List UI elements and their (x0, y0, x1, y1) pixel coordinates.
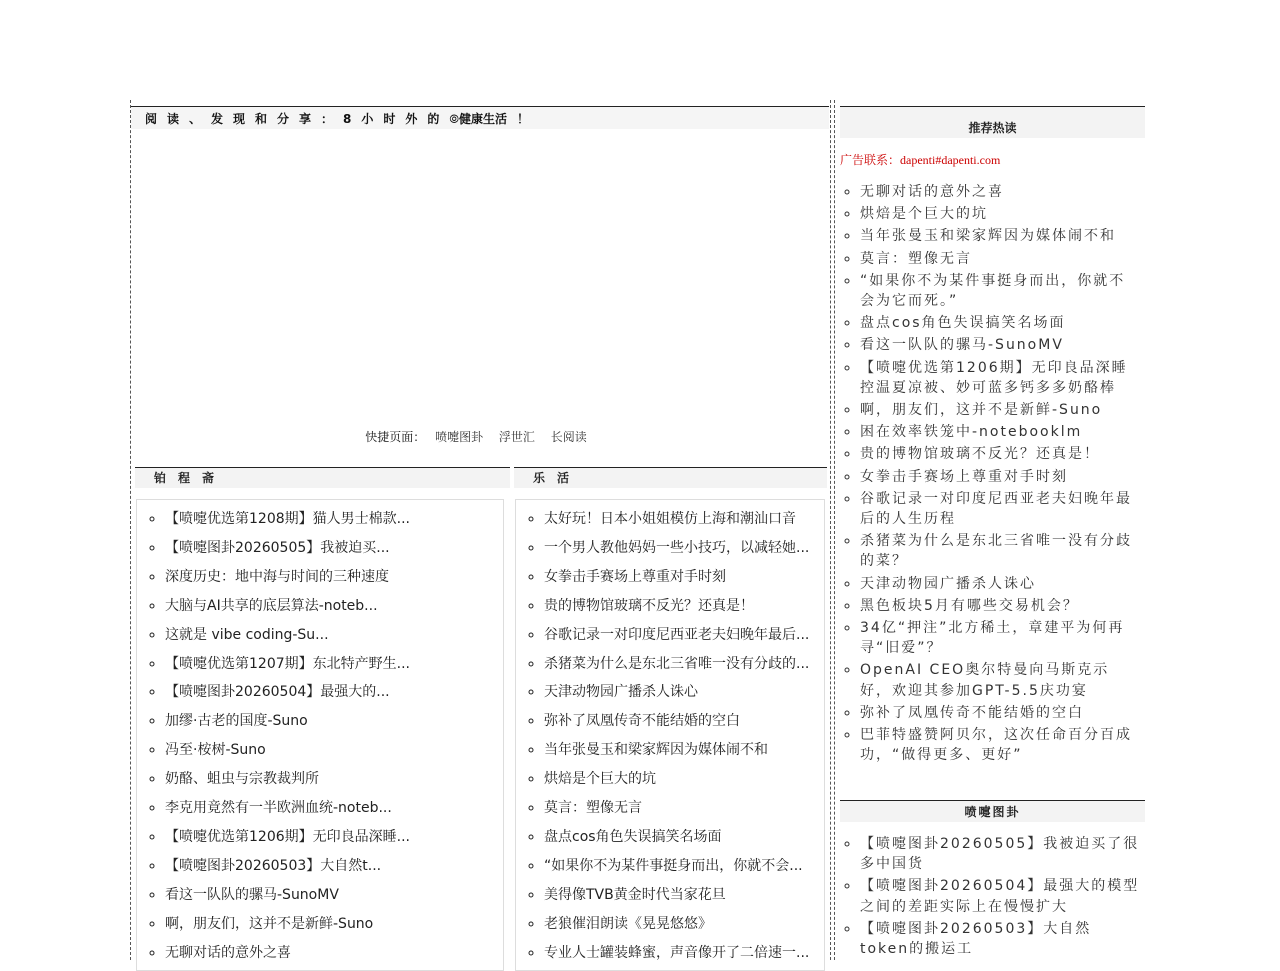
list-item[interactable]: ◦ 谷歌记录一对印度尼西亚老夫妇晚年最后... (544, 621, 824, 650)
list-item[interactable]: ◦ 美得像TVB黄金时代当家花旦 (544, 881, 824, 910)
middle-dashed-border-2 (834, 100, 835, 960)
list-item[interactable]: ◦ 当年张曼玉和梁家辉因为媒体闹不和 (860, 226, 1140, 246)
list-item[interactable]: ◦ 弥补了凤凰传奇不能结婚的空白 (544, 707, 824, 736)
list-item[interactable]: ◦ 烘焙是个巨大的坑 (860, 204, 1140, 224)
list-item[interactable]: ◦ 贵的博物馆玻璃不反光？还真是！ (860, 444, 1140, 464)
article-list-box-right (515, 499, 825, 971)
list-item[interactable]: ◦ 太好玩！日本小姐姐模仿上海和潮汕口音 (544, 505, 824, 534)
list-item[interactable]: ◦ 大脑与AI共享的底层算法-noteb... (165, 592, 503, 621)
sidebar-header-tuigua (840, 800, 1145, 822)
list-item[interactable]: ◦ 女拳击手赛场上尊重对手时刻 (544, 563, 824, 592)
list-item[interactable]: ◦ 【喷嚏图卦20260504】最强大的... (165, 678, 503, 707)
list-item[interactable]: ◦ 李克用竟然有一半欧洲血统-noteb... (165, 794, 503, 823)
list-item[interactable]: ◦ 杀猪菜为什么是东北三省唯一没有分歧的菜？ (860, 531, 1140, 571)
article-list-box-left (136, 499, 504, 971)
list-item[interactable]: ◦ 弥补了凤凰传奇不能结婚的空白 (860, 703, 1140, 723)
list-item[interactable]: ◦ 老狼催泪朗读《晃晃悠悠》 (544, 910, 824, 939)
hot-list (840, 182, 1140, 765)
list-item[interactable]: ◦ 34亿“押注”北方稀土，章建平为何再寻“旧爱”？ (860, 618, 1140, 658)
quick-link-tuigua[interactable]: 喷嚏图卦 (435, 430, 484, 444)
quick-links-label: 快捷页面： (365, 430, 426, 444)
ad-contact: 广告联系：dapenti#dapenti.com (840, 153, 1001, 167)
list-item[interactable]: ◦ 盘点cos角色失误搞笑名场面 (544, 823, 824, 852)
list-item[interactable]: ◦ 莫言：塑像无言 (544, 794, 824, 823)
sidebar-title-hot: 推荐热读 (968, 121, 1017, 135)
slogan-tail-2: 活！ (494, 112, 539, 126)
sidebar-title-tuigua: 喷嚏图卦 (964, 805, 1021, 819)
slogan-text: 阅读、发现和分享：8小时外的 (145, 112, 450, 126)
list-item[interactable]: ◦ 巴菲特盛赞阿贝尔，这次任命百分百成功，“做得更多、更好” (860, 725, 1140, 765)
list-item[interactable]: ◦ OpenAI CEO奥尔特曼向马斯克示好，欢迎其参加GPT-5.5庆功宴 (860, 660, 1140, 700)
section-title: 铂程斋 (154, 471, 227, 485)
slogan-bar (131, 106, 829, 129)
list-item[interactable]: ◦ 杀猪菜为什么是东北三省唯一没有分歧的... (544, 650, 824, 679)
list-item[interactable]: ◦ 无聊对话的意外之喜 (860, 182, 1140, 202)
list-item[interactable]: ◦ 贵的博物馆玻璃不反光？还真是！ (544, 592, 824, 621)
clock-icon: ⦾ (449, 112, 459, 126)
list-item[interactable]: ◦ “如果你不为某件事挺身而出，你就不会... (544, 852, 824, 881)
section-title: 乐活 (533, 471, 582, 485)
slogan (145, 110, 539, 127)
list-item[interactable]: ◦ 天津动物园广播杀人诛心 (544, 678, 824, 707)
list-item[interactable]: ◦ 天津动物园广播杀人诛心 (860, 574, 1140, 594)
left-dashed-border (130, 100, 131, 960)
list-item[interactable]: ◦ 啊，朋友们，这并不是新鲜-Suno (860, 400, 1140, 420)
list-item[interactable]: ◦ 黑色板块5月有哪些交易机会？ (860, 596, 1140, 616)
sidebar-hot-list (840, 182, 1140, 767)
tuigua-list (840, 834, 1140, 959)
list-item[interactable]: ◦ 加缪·古老的国度-Suno (165, 707, 503, 736)
article-list-right (516, 505, 824, 968)
list-item[interactable]: ◦ 啊，朋友们，这并不是新鲜-Suno (165, 910, 503, 939)
section-header-lehuo (514, 467, 827, 488)
list-item[interactable]: ◦ 盘点cos角色失误搞笑名场面 (860, 313, 1140, 333)
list-item[interactable]: ◦ 谷歌记录一对印度尼西亚老夫妇晚年最后的人生历程 (860, 489, 1140, 529)
list-item[interactable]: ◦ 【喷嚏优选第1207期】东北特产野生... (165, 650, 503, 679)
list-item[interactable]: ◦ 看这一队队的骡马-SunoMV (165, 881, 503, 910)
list-item[interactable]: ◦ 烘焙是个巨大的坑 (544, 765, 824, 794)
list-item[interactable]: ◦ 冯至·桉树-Suno (165, 736, 503, 765)
list-item[interactable]: ◦ 【喷嚏优选第1208期】猫人男士棉款... (165, 505, 503, 534)
quick-links (0, 428, 958, 445)
quick-link-changyuedu[interactable]: 长阅读 (550, 430, 587, 444)
sidebar-header-hot (840, 106, 1145, 138)
section-header-bochengzhai (135, 467, 510, 488)
middle-dashed-border (830, 100, 831, 960)
list-item[interactable]: ◦ 深度历史：地中海与时间的三种速度 (165, 563, 503, 592)
list-item[interactable]: ◦ 专业人士罐装蜂蜜，声音像开了二倍速一... (544, 939, 824, 968)
article-list-left (137, 505, 503, 968)
list-item[interactable]: ◦ 【喷嚏图卦20260505】我被迫买... (165, 534, 503, 563)
list-item[interactable]: ◦ 【喷嚏图卦20260503】大自然token的搬运工 (860, 919, 1140, 959)
sidebar-tuigua-list (840, 834, 1140, 961)
list-item[interactable]: ◦ 一个男人教他妈妈一些小技巧，以减轻她... (544, 534, 824, 563)
list-item[interactable]: ◦ 【喷嚏优选第1206期】无印良品深睡控温夏凉被、妙可蓝多钙多多奶酪棒 (860, 358, 1140, 398)
list-item[interactable]: ◦ 莫言：塑像无言 (860, 249, 1140, 269)
quick-link-fushihui[interactable]: 浮世汇 (498, 430, 535, 444)
list-item[interactable]: ◦ 看这一队队的骡马-SunoMV (860, 335, 1140, 355)
slogan-tail: 健康生 (458, 112, 495, 126)
list-item[interactable]: ◦ 困在效率铁笼中-notebooklm (860, 422, 1140, 442)
list-item[interactable]: ◦ 【喷嚏图卦20260505】我被迫买了很多中国货 (860, 834, 1140, 874)
list-item[interactable]: ◦ 【喷嚏图卦20260504】最强大的模型之间的差距实际上在慢慢扩大 (860, 876, 1140, 916)
list-item[interactable]: ◦ 【喷嚏优选第1206期】无印良品深睡... (165, 823, 503, 852)
list-item[interactable]: ◦ 这就是 vibe coding-Su... (165, 621, 503, 650)
list-item[interactable]: ◦ 女拳击手赛场上尊重对手时刻 (860, 467, 1140, 487)
list-item[interactable]: ◦ 奶酪、蛆虫与宗教裁判所 (165, 765, 503, 794)
list-item[interactable]: ◦ 无聊对话的意外之喜 (165, 939, 503, 968)
list-item[interactable]: ◦ “如果你不为某件事挺身而出，你就不会为它而死。” (860, 271, 1140, 311)
list-item[interactable]: ◦ 当年张曼玉和梁家辉因为媒体闹不和 (544, 736, 824, 765)
list-item[interactable]: ◦ 【喷嚏图卦20260503】大自然t... (165, 852, 503, 881)
